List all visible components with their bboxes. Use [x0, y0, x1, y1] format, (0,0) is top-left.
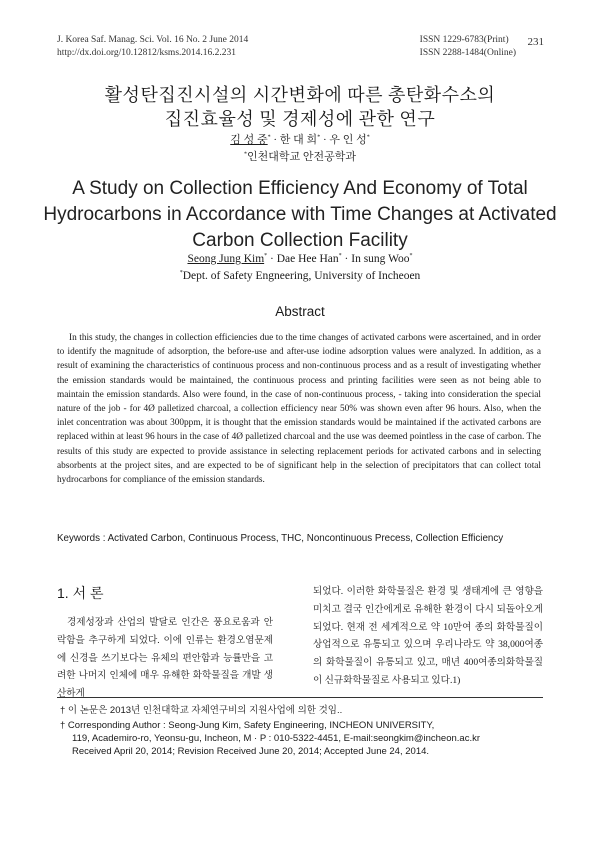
footnote-divider [57, 697, 543, 698]
footnote-corresponding-line2: 119, Academiro-ro, Yeonsu-gu, Incheon, M · P : 010-5322-4451, E-mail:seongkim@incheon.ac.kr [72, 733, 480, 744]
korean-author2: · 한 대 희 [270, 134, 318, 146]
keywords: Keywords : Activated Carbon, Continuous Process, THC, Noncontinuous Precess, Collection Efficiency [57, 533, 504, 544]
english-title-line3: Carbon Collection Facility [192, 230, 408, 251]
issn-online: ISSN 2288-1484(Online) [419, 47, 516, 58]
english-affil-mark: * [179, 270, 183, 277]
english-authors [0, 253, 600, 265]
korean-author3-mark: * [366, 134, 370, 141]
english-author1: Seong Jung Kim [187, 253, 265, 265]
header-left [57, 34, 248, 59]
korean-title-line1: 활성탄집진시설의 시간변화에 따른 총탄화수소의 [104, 85, 496, 105]
intro-column-right: 되었다. 이러한 화학물질은 환경 및 생태계에 큰 영향을 미치고 결국 인간에게로 유해한 환경이 다시 되돌아오게 되었다. 현재 전 세계적으로 약 10만여 종의 화학물질이 상업적으로 유통되고 있으며 우리나라도 약 38,000여종의 화학물질이 유통되고 있고, 매년 400여종의화학물질이 신규화학물질로 사용되고 있다.1) [313, 586, 543, 686]
english-author3-mark: * [409, 253, 413, 260]
doi-line[interactable]: http://dx.doi.org/10.12812/ksms.2014.16.2.231 [57, 47, 237, 58]
english-affil-text: Dept. of Safety Engneering, University of Incheoen [182, 270, 421, 282]
journal-line: J. Korea Saf. Manag. Sci. Vol. 16 No. 2 June 2014 [57, 35, 249, 45]
issn-block [420, 34, 516, 59]
intro-column-left: 경제성장과 산업의 발달로 인간은 풍요로움과 안락함을 추구하게 되었다. 이에 인류는 환경오염문제에 신경을 쓰기보다는 유체의 편안함과 능률만을 고려한 나머지 인체에 매우 유해한 화학물질을 개발 생산하게 [57, 617, 273, 700]
footnote-received-dates: Received April 20, 2014; Revision Received June 20, 2014; Accepted June 24, 2014. [72, 746, 430, 757]
english-author3: · In sung Woo [341, 253, 410, 265]
english-author2-mark: * [338, 253, 342, 260]
footnote-funding [60, 704, 550, 717]
korean-author1-mark: * [267, 134, 271, 141]
korean-author2-mark: * [317, 134, 321, 141]
korean-title-line2: 집진효율성 및 경제성에 관한 연구 [164, 109, 436, 129]
korean-affil-mark: * [243, 151, 247, 158]
korean-title [0, 83, 600, 131]
english-affiliation [0, 270, 600, 282]
english-author1-mark: * [264, 253, 268, 260]
footnote-corresponding-line1: Corresponding Author : Seong-Jung Kim, Safety Engineering, INCHEON UNIVERSITY, [65, 720, 435, 731]
korean-affiliation [0, 148, 600, 164]
abstract-text: In this study, the changes in collection efficiencies due to the time changes of activated carbons were ascertained, and in order to identify the magnitude of adsorption, the before-use and after-use iodine adsorption values were analyzed. In addition, as a result of examining the characteristics of continuous process and non-continuous process and as a result of investigating whether the emission standards would be maintained, the continuous process and printing facilities were seen as not being able to maintain the emission standards. Also were found, in the case of non-continuous process, - taking into consideration the special nature of the job - for 4Ø palletized charcoal, a collection efficiency near 50% was shown even after 96 hours. Also, when the inlet concentration was about 300ppm, it is thought that the emission standards would be maintained if the activated carbons are replaced within at least 96 hours in the case of 4Ø palletized charcoal and the use was deemed pointless in the case of carbon. The results of this study are expected to provide assistance in selecting replacement periods for activated carbons and in selecting absorbents at the project sites, and are expected to be of significant help in the selection of precipitators that can collect total hydrocarbons for compliance of the emission standards. [57, 333, 541, 486]
english-title [0, 176, 600, 254]
korean-author3: · 우 인 성 [320, 134, 367, 146]
abstract-heading: Abstract [275, 304, 325, 319]
footnote-funding-text: 이 논문은 2013년 인천대학교 자체연구비의 지원사업에 의한 것임.. [65, 705, 343, 716]
english-author2: · Dae Hee Han [267, 253, 339, 265]
korean-author1: 김 성 중 [230, 134, 268, 146]
footnote-funding-mark: † [60, 705, 66, 716]
footnote-corresponding [60, 719, 550, 758]
korean-affil-text: 인천대학교 안전공학과 [246, 151, 356, 163]
footnote-corresponding-mark: † [60, 720, 66, 731]
english-title-line2: Hydrocarbons in Accordance with Time Changes at Activated [43, 204, 557, 225]
section-heading: 1. 서 론 [57, 585, 104, 601]
korean-authors [0, 131, 600, 147]
english-title-line1: A Study on Collection Efficiency And Economy of Total [72, 178, 528, 199]
page-number: 231 [527, 36, 544, 48]
issn-print: ISSN 1229-6783(Print) [419, 35, 509, 45]
